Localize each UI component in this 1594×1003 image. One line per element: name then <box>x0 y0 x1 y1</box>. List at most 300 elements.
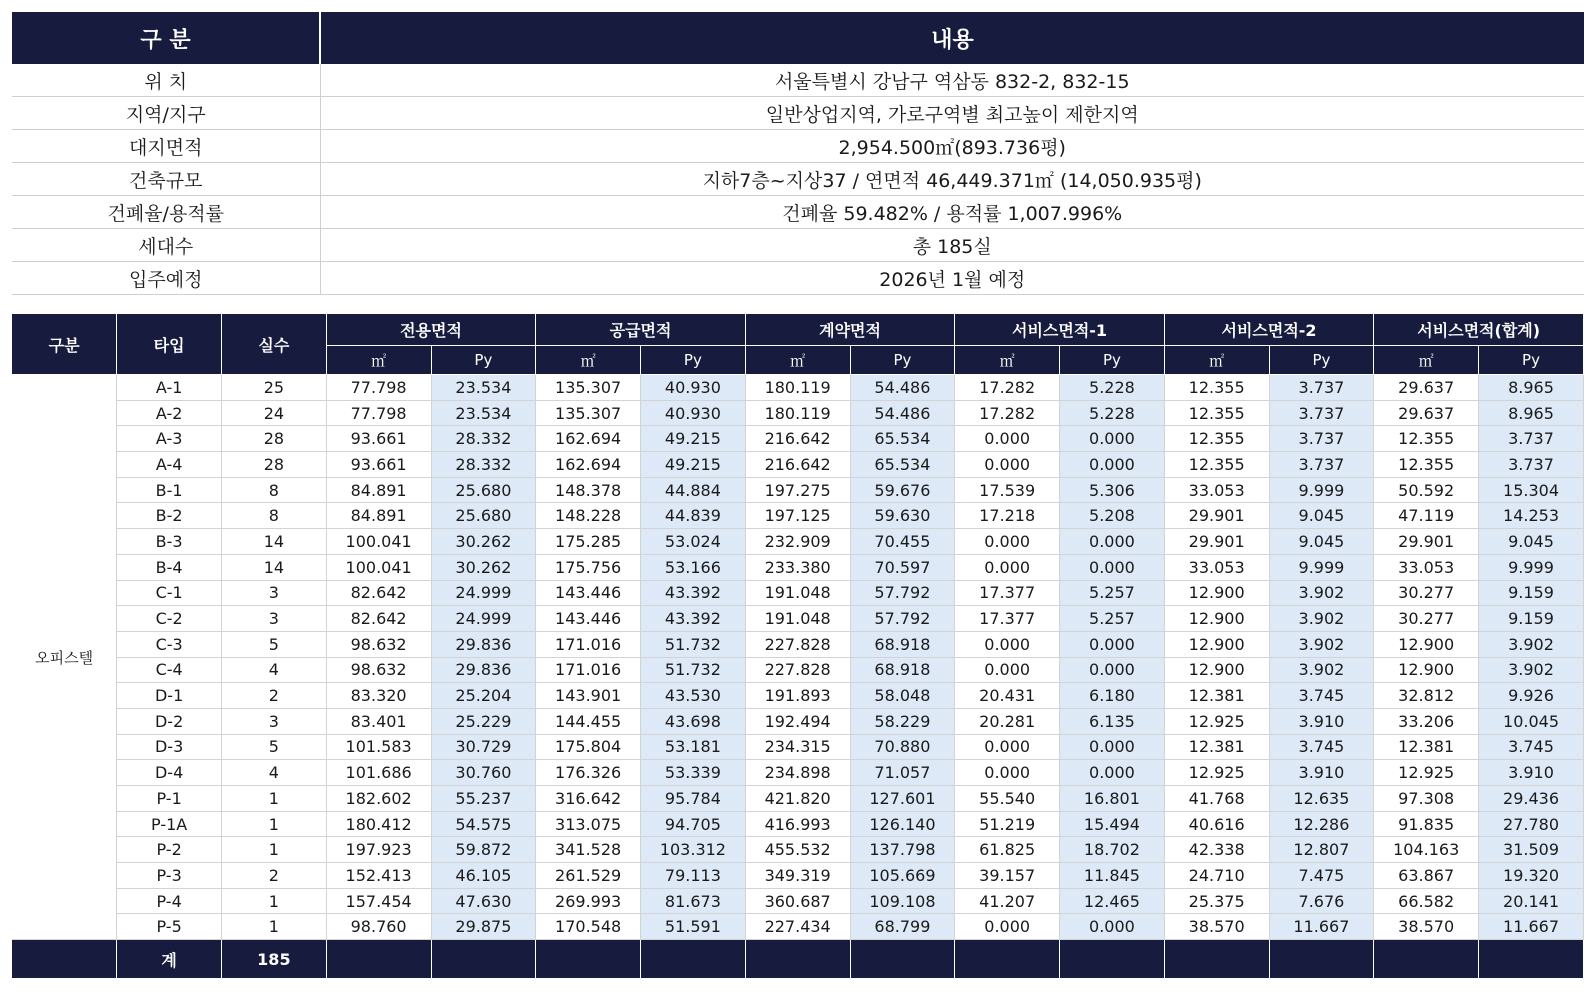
unit-py-cell: 3.737 <box>1269 426 1374 452</box>
unit-py-cell: 94.705 <box>641 811 746 837</box>
unit-sqm-cell: 29.637 <box>1374 400 1479 426</box>
unit-count-cell: 2 <box>222 863 327 889</box>
unit-py-cell: 53.024 <box>641 529 746 555</box>
unit-type-cell: P-4 <box>117 888 222 914</box>
unit-py-cell: 6.135 <box>1060 708 1165 734</box>
table-row <box>12 734 1584 760</box>
unit-sqm-cell: 66.582 <box>1374 888 1479 914</box>
unit-sqm-cell: 360.687 <box>745 888 850 914</box>
site-info-label: 건축규모 <box>12 163 320 196</box>
unit-py-cell: 3.910 <box>1269 708 1374 734</box>
unit-header-service-area-1: 서비스면적-1 <box>955 314 1165 346</box>
unit-sqm-cell: 148.228 <box>536 503 641 529</box>
unit-py-cell: 24.999 <box>431 580 536 606</box>
unit-py-cell: 109.108 <box>850 888 955 914</box>
table-row <box>12 426 1584 452</box>
unit-count-cell: 25 <box>222 375 327 401</box>
unit-py-cell: 5.228 <box>1060 375 1165 401</box>
unit-sqm-cell: 17.282 <box>955 400 1060 426</box>
unit-sqm-cell: 143.446 <box>536 606 641 632</box>
unit-py-cell: 3.902 <box>1269 580 1374 606</box>
unit-py-cell: 68.918 <box>850 657 955 683</box>
unit-sqm-cell: 455.532 <box>745 837 850 863</box>
unit-type-cell: A-2 <box>117 400 222 426</box>
unit-py-cell: 12.465 <box>1060 888 1165 914</box>
unit-count-cell: 24 <box>222 400 327 426</box>
unit-py-cell: 46.105 <box>431 863 536 889</box>
unit-py-cell: 9.159 <box>1479 606 1584 632</box>
table-row <box>12 786 1584 812</box>
unit-py-cell: 3.737 <box>1269 375 1374 401</box>
site-info-value: 일반상업지역, 가로구역별 최고높이 제한지역 <box>320 97 1584 130</box>
unit-type-cell: P-5 <box>117 914 222 940</box>
unit-sqm-cell: 12.381 <box>1374 734 1479 760</box>
unit-py-cell: 5.208 <box>1060 503 1165 529</box>
unit-count-cell: 1 <box>222 888 327 914</box>
unit-sqm-cell: 84.891 <box>326 503 431 529</box>
unit-subheader-py: Py <box>431 346 536 375</box>
site-info-row <box>12 97 1584 130</box>
unit-py-cell: 15.494 <box>1060 811 1165 837</box>
unit-sqm-cell: 135.307 <box>536 400 641 426</box>
unit-sqm-cell: 29.901 <box>1374 529 1479 555</box>
unit-py-cell: 20.141 <box>1479 888 1584 914</box>
total-empty-cell <box>536 940 641 979</box>
unit-sqm-cell: 233.380 <box>745 554 850 580</box>
unit-header-contract-area: 계약면적 <box>745 314 955 346</box>
unit-py-cell: 43.530 <box>641 683 746 709</box>
unit-py-cell: 3.737 <box>1269 400 1374 426</box>
total-empty-cell <box>955 940 1060 979</box>
table-row <box>12 708 1584 734</box>
unit-sqm-cell: 12.355 <box>1374 452 1479 478</box>
unit-py-cell: 15.304 <box>1479 477 1584 503</box>
unit-py-cell: 44.884 <box>641 477 746 503</box>
unit-py-cell: 30.262 <box>431 554 536 580</box>
table-row <box>12 683 1584 709</box>
site-info-header-content: 내용 <box>320 12 1584 64</box>
unit-py-cell: 3.902 <box>1269 606 1374 632</box>
unit-sqm-cell: 47.119 <box>1374 503 1479 529</box>
unit-sqm-cell: 197.275 <box>745 477 850 503</box>
unit-sqm-cell: 12.381 <box>1164 734 1269 760</box>
unit-count-cell: 1 <box>222 837 327 863</box>
unit-sqm-cell: 84.891 <box>326 477 431 503</box>
unit-sqm-cell: 29.637 <box>1374 375 1479 401</box>
table-row <box>12 914 1584 940</box>
unit-sqm-cell: 30.277 <box>1374 606 1479 632</box>
unit-sqm-cell: 101.686 <box>326 760 431 786</box>
table-row <box>12 477 1584 503</box>
unit-subheader-py: Py <box>641 346 746 375</box>
unit-sqm-cell: 98.632 <box>326 657 431 683</box>
unit-py-cell: 70.597 <box>850 554 955 580</box>
total-empty-cell <box>745 940 850 979</box>
unit-sqm-cell: 12.900 <box>1164 631 1269 657</box>
unit-py-cell: 27.780 <box>1479 811 1584 837</box>
unit-py-cell: 0.000 <box>1060 914 1165 940</box>
unit-py-cell: 43.392 <box>641 606 746 632</box>
unit-header-row <box>12 314 1584 346</box>
unit-sqm-cell: 197.923 <box>326 837 431 863</box>
unit-sqm-cell: 234.898 <box>745 760 850 786</box>
unit-subheader-sqm: ㎡ <box>955 346 1060 375</box>
unit-count-cell: 5 <box>222 734 327 760</box>
unit-group-label: 오피스텔 <box>12 375 117 940</box>
unit-sqm-cell: 234.315 <box>745 734 850 760</box>
unit-sqm-cell: 170.548 <box>536 914 641 940</box>
unit-sqm-cell: 175.804 <box>536 734 641 760</box>
unit-sqm-cell: 77.798 <box>326 400 431 426</box>
site-info-row <box>12 196 1584 229</box>
unit-sqm-cell: 180.119 <box>745 375 850 401</box>
unit-type-cell: B-4 <box>117 554 222 580</box>
unit-sqm-cell: 24.710 <box>1164 863 1269 889</box>
unit-subheader-sqm: ㎡ <box>326 346 431 375</box>
unit-sqm-cell: 421.820 <box>745 786 850 812</box>
unit-sqm-cell: 216.642 <box>745 452 850 478</box>
unit-sqm-cell: 91.835 <box>1374 811 1479 837</box>
unit-type-cell: D-3 <box>117 734 222 760</box>
unit-count-cell: 3 <box>222 708 327 734</box>
unit-subheader-sqm: ㎡ <box>536 346 641 375</box>
unit-sqm-cell: 40.616 <box>1164 811 1269 837</box>
site-info-label: 입주예정 <box>12 262 320 295</box>
site-info-label: 지역/지구 <box>12 97 320 130</box>
unit-py-cell: 3.902 <box>1479 631 1584 657</box>
unit-type-cell: D-2 <box>117 708 222 734</box>
unit-py-cell: 3.910 <box>1269 760 1374 786</box>
unit-sqm-cell: 175.285 <box>536 529 641 555</box>
site-info-label: 위 치 <box>12 64 320 97</box>
total-empty-cell <box>1479 940 1584 979</box>
unit-sqm-cell: 77.798 <box>326 375 431 401</box>
unit-py-cell: 12.807 <box>1269 837 1374 863</box>
unit-count-cell: 4 <box>222 760 327 786</box>
unit-sqm-cell: 20.281 <box>955 708 1060 734</box>
unit-sqm-cell: 0.000 <box>955 760 1060 786</box>
unit-total-row <box>12 940 1584 979</box>
table-row <box>12 580 1584 606</box>
unit-sqm-cell: 232.909 <box>745 529 850 555</box>
unit-py-cell: 30.729 <box>431 734 536 760</box>
unit-count-cell: 4 <box>222 657 327 683</box>
unit-subheader-py: Py <box>1060 346 1165 375</box>
total-empty-cell <box>1164 940 1269 979</box>
unit-py-cell: 70.880 <box>850 734 955 760</box>
unit-py-cell: 51.732 <box>641 631 746 657</box>
unit-sqm-cell: 61.825 <box>955 837 1060 863</box>
unit-header-group: 구분 <box>12 314 117 375</box>
table-row <box>12 888 1584 914</box>
unit-sqm-cell: 83.320 <box>326 683 431 709</box>
total-label: 계 <box>117 940 222 979</box>
unit-count-cell: 14 <box>222 554 327 580</box>
unit-sqm-cell: 33.053 <box>1374 554 1479 580</box>
unit-sqm-cell: 12.355 <box>1164 400 1269 426</box>
unit-sqm-cell: 191.048 <box>745 606 850 632</box>
unit-sqm-cell: 148.378 <box>536 477 641 503</box>
unit-py-cell: 54.575 <box>431 811 536 837</box>
unit-py-cell: 0.000 <box>1060 426 1165 452</box>
total-count: 185 <box>222 940 327 979</box>
unit-py-cell: 57.792 <box>850 580 955 606</box>
unit-sqm-cell: 162.694 <box>536 452 641 478</box>
total-empty-cell <box>641 940 746 979</box>
unit-py-cell: 11.667 <box>1269 914 1374 940</box>
total-empty-cell <box>326 940 431 979</box>
unit-subheader-sqm: ㎡ <box>745 346 850 375</box>
unit-count-cell: 3 <box>222 606 327 632</box>
unit-py-cell: 9.045 <box>1269 529 1374 555</box>
unit-py-cell: 65.534 <box>850 452 955 478</box>
unit-type-cell: C-2 <box>117 606 222 632</box>
site-info-row <box>12 163 1584 196</box>
unit-sqm-cell: 162.694 <box>536 426 641 452</box>
unit-sqm-cell: 82.642 <box>326 606 431 632</box>
unit-py-cell: 10.045 <box>1479 708 1584 734</box>
unit-type-cell: A-3 <box>117 426 222 452</box>
unit-py-cell: 19.320 <box>1479 863 1584 889</box>
unit-py-cell: 127.601 <box>850 786 955 812</box>
table-row <box>12 811 1584 837</box>
unit-sqm-cell: 25.375 <box>1164 888 1269 914</box>
unit-py-cell: 43.698 <box>641 708 746 734</box>
unit-py-cell: 95.784 <box>641 786 746 812</box>
unit-sqm-cell: 180.412 <box>326 811 431 837</box>
unit-py-cell: 16.801 <box>1060 786 1165 812</box>
unit-sqm-cell: 17.282 <box>955 375 1060 401</box>
unit-sqm-cell: 0.000 <box>955 914 1060 940</box>
unit-py-cell: 25.680 <box>431 503 536 529</box>
unit-py-cell: 59.872 <box>431 837 536 863</box>
unit-sqm-cell: 135.307 <box>536 375 641 401</box>
unit-sqm-cell: 30.277 <box>1374 580 1479 606</box>
unit-sqm-cell: 227.828 <box>745 631 850 657</box>
unit-sqm-cell: 20.431 <box>955 683 1060 709</box>
unit-py-cell: 68.799 <box>850 914 955 940</box>
unit-sqm-cell: 269.993 <box>536 888 641 914</box>
unit-py-cell: 54.486 <box>850 400 955 426</box>
unit-sqm-cell: 93.661 <box>326 426 431 452</box>
unit-py-cell: 5.257 <box>1060 580 1165 606</box>
unit-type-cell: B-1 <box>117 477 222 503</box>
unit-sqm-cell: 0.000 <box>955 452 1060 478</box>
unit-sqm-cell: 12.900 <box>1164 657 1269 683</box>
unit-py-cell: 54.486 <box>850 375 955 401</box>
site-info-value: 2026년 1월 예정 <box>320 262 1584 295</box>
unit-py-cell: 0.000 <box>1060 657 1165 683</box>
site-info-table <box>12 12 1584 295</box>
unit-sqm-cell: 33.053 <box>1164 477 1269 503</box>
unit-py-cell: 29.836 <box>431 631 536 657</box>
unit-subheader-py: Py <box>1269 346 1374 375</box>
table-row <box>12 760 1584 786</box>
unit-sqm-cell: 171.016 <box>536 657 641 683</box>
unit-header-exclusive-area: 전용면적 <box>326 314 536 346</box>
unit-sqm-cell: 341.528 <box>536 837 641 863</box>
site-info-value: 2,954.500㎡(893.736평) <box>320 130 1584 163</box>
unit-py-cell: 51.732 <box>641 657 746 683</box>
unit-sqm-cell: 227.434 <box>745 914 850 940</box>
unit-type-cell: C-1 <box>117 580 222 606</box>
unit-sqm-cell: 63.867 <box>1374 863 1479 889</box>
unit-py-cell: 47.630 <box>431 888 536 914</box>
site-info-value: 총 185실 <box>320 229 1584 262</box>
table-row <box>12 529 1584 555</box>
unit-py-cell: 29.875 <box>431 914 536 940</box>
unit-count-cell: 28 <box>222 426 327 452</box>
unit-sqm-cell: 82.642 <box>326 580 431 606</box>
unit-py-cell: 137.798 <box>850 837 955 863</box>
unit-py-cell: 3.902 <box>1269 657 1374 683</box>
unit-py-cell: 30.262 <box>431 529 536 555</box>
unit-py-cell: 105.669 <box>850 863 955 889</box>
table-row <box>12 606 1584 632</box>
unit-sqm-cell: 17.377 <box>955 580 1060 606</box>
unit-sqm-cell: 17.218 <box>955 503 1060 529</box>
unit-sqm-cell: 100.041 <box>326 554 431 580</box>
unit-py-cell: 79.113 <box>641 863 746 889</box>
unit-sqm-cell: 416.993 <box>745 811 850 837</box>
unit-py-cell: 0.000 <box>1060 734 1165 760</box>
unit-py-cell: 40.930 <box>641 400 746 426</box>
site-info-row <box>12 130 1584 163</box>
unit-py-cell: 53.166 <box>641 554 746 580</box>
unit-py-cell: 9.926 <box>1479 683 1584 709</box>
total-empty-cell <box>850 940 955 979</box>
unit-sqm-cell: 98.760 <box>326 914 431 940</box>
unit-count-cell: 8 <box>222 503 327 529</box>
unit-sqm-cell: 152.413 <box>326 863 431 889</box>
unit-sqm-cell: 55.540 <box>955 786 1060 812</box>
unit-sqm-cell: 0.000 <box>955 657 1060 683</box>
unit-py-cell: 25.204 <box>431 683 536 709</box>
unit-py-cell: 3.902 <box>1479 657 1584 683</box>
unit-count-cell: 5 <box>222 631 327 657</box>
unit-count-cell: 28 <box>222 452 327 478</box>
unit-sqm-cell: 171.016 <box>536 631 641 657</box>
unit-py-cell: 126.140 <box>850 811 955 837</box>
unit-sqm-cell: 191.048 <box>745 580 850 606</box>
unit-sqm-cell: 41.768 <box>1164 786 1269 812</box>
unit-sqm-cell: 38.570 <box>1164 914 1269 940</box>
total-empty-cell <box>1374 940 1479 979</box>
unit-py-cell: 3.902 <box>1269 631 1374 657</box>
unit-type-cell: P-2 <box>117 837 222 863</box>
site-info-value: 건폐율 59.482% / 용적률 1,007.996% <box>320 196 1584 229</box>
table-row <box>12 631 1584 657</box>
unit-py-cell: 0.000 <box>1060 631 1165 657</box>
unit-sqm-cell: 83.401 <box>326 708 431 734</box>
unit-type-cell: A-4 <box>117 452 222 478</box>
unit-type-cell: P-1A <box>117 811 222 837</box>
unit-py-cell: 44.839 <box>641 503 746 529</box>
unit-py-cell: 6.180 <box>1060 683 1165 709</box>
unit-sqm-cell: 261.529 <box>536 863 641 889</box>
unit-py-cell: 25.229 <box>431 708 536 734</box>
unit-sqm-cell: 104.163 <box>1374 837 1479 863</box>
unit-sqm-cell: 12.355 <box>1164 426 1269 452</box>
unit-sqm-cell: 41.207 <box>955 888 1060 914</box>
unit-py-cell: 14.253 <box>1479 503 1584 529</box>
unit-py-cell: 71.057 <box>850 760 955 786</box>
unit-sqm-cell: 101.583 <box>326 734 431 760</box>
unit-py-cell: 0.000 <box>1060 452 1165 478</box>
unit-py-cell: 29.436 <box>1479 786 1584 812</box>
unit-sqm-cell: 12.925 <box>1374 760 1479 786</box>
unit-sqm-cell: 93.661 <box>326 452 431 478</box>
unit-py-cell: 3.737 <box>1479 426 1584 452</box>
unit-py-cell: 3.910 <box>1479 760 1584 786</box>
unit-py-cell: 81.673 <box>641 888 746 914</box>
unit-sqm-cell: 33.053 <box>1164 554 1269 580</box>
unit-sqm-cell: 191.893 <box>745 683 850 709</box>
site-info-row <box>12 262 1584 295</box>
unit-py-cell: 43.392 <box>641 580 746 606</box>
unit-type-cell: A-1 <box>117 375 222 401</box>
unit-type-cell: B-3 <box>117 529 222 555</box>
unit-py-cell: 5.228 <box>1060 400 1165 426</box>
unit-sqm-cell: 0.000 <box>955 734 1060 760</box>
unit-py-cell: 49.215 <box>641 452 746 478</box>
unit-type-cell: C-3 <box>117 631 222 657</box>
total-empty-cell <box>12 940 117 979</box>
unit-py-cell: 30.760 <box>431 760 536 786</box>
site-info-label: 건폐율/용적률 <box>12 196 320 229</box>
unit-py-cell: 9.159 <box>1479 580 1584 606</box>
unit-subheader-py: Py <box>850 346 955 375</box>
unit-py-cell: 59.630 <box>850 503 955 529</box>
unit-sqm-cell: 12.355 <box>1164 452 1269 478</box>
unit-sqm-cell: 143.446 <box>536 580 641 606</box>
unit-py-cell: 8.965 <box>1479 400 1584 426</box>
unit-sqm-cell: 157.454 <box>326 888 431 914</box>
unit-sqm-cell: 175.756 <box>536 554 641 580</box>
unit-py-cell: 55.237 <box>431 786 536 812</box>
unit-py-cell: 9.045 <box>1269 503 1374 529</box>
site-info-label: 세대수 <box>12 229 320 262</box>
unit-py-cell: 58.229 <box>850 708 955 734</box>
unit-py-cell: 58.048 <box>850 683 955 709</box>
unit-sqm-cell: 0.000 <box>955 631 1060 657</box>
unit-py-cell: 12.286 <box>1269 811 1374 837</box>
unit-sqm-cell: 39.157 <box>955 863 1060 889</box>
table-row <box>12 400 1584 426</box>
unit-count-cell: 1 <box>222 811 327 837</box>
unit-subheader-sqm: ㎡ <box>1374 346 1479 375</box>
unit-count-cell: 1 <box>222 786 327 812</box>
unit-py-cell: 68.918 <box>850 631 955 657</box>
site-info-value: 지하7층~지상37 / 연면적 46,449.371㎡ (14,050.935평) <box>320 163 1584 196</box>
unit-count-cell: 2 <box>222 683 327 709</box>
unit-sqm-cell: 12.900 <box>1164 580 1269 606</box>
unit-sqm-cell: 143.901 <box>536 683 641 709</box>
unit-py-cell: 11.845 <box>1060 863 1165 889</box>
site-info-header-row <box>12 12 1584 64</box>
unit-py-cell: 28.332 <box>431 452 536 478</box>
unit-sqm-cell: 0.000 <box>955 426 1060 452</box>
unit-sqm-cell: 180.119 <box>745 400 850 426</box>
unit-py-cell: 5.306 <box>1060 477 1165 503</box>
unit-sqm-cell: 12.900 <box>1164 606 1269 632</box>
unit-py-cell: 5.257 <box>1060 606 1165 632</box>
unit-sqm-cell: 50.592 <box>1374 477 1479 503</box>
unit-py-cell: 103.312 <box>641 837 746 863</box>
unit-py-cell: 7.676 <box>1269 888 1374 914</box>
unit-py-cell: 57.792 <box>850 606 955 632</box>
unit-type-cell: C-4 <box>117 657 222 683</box>
